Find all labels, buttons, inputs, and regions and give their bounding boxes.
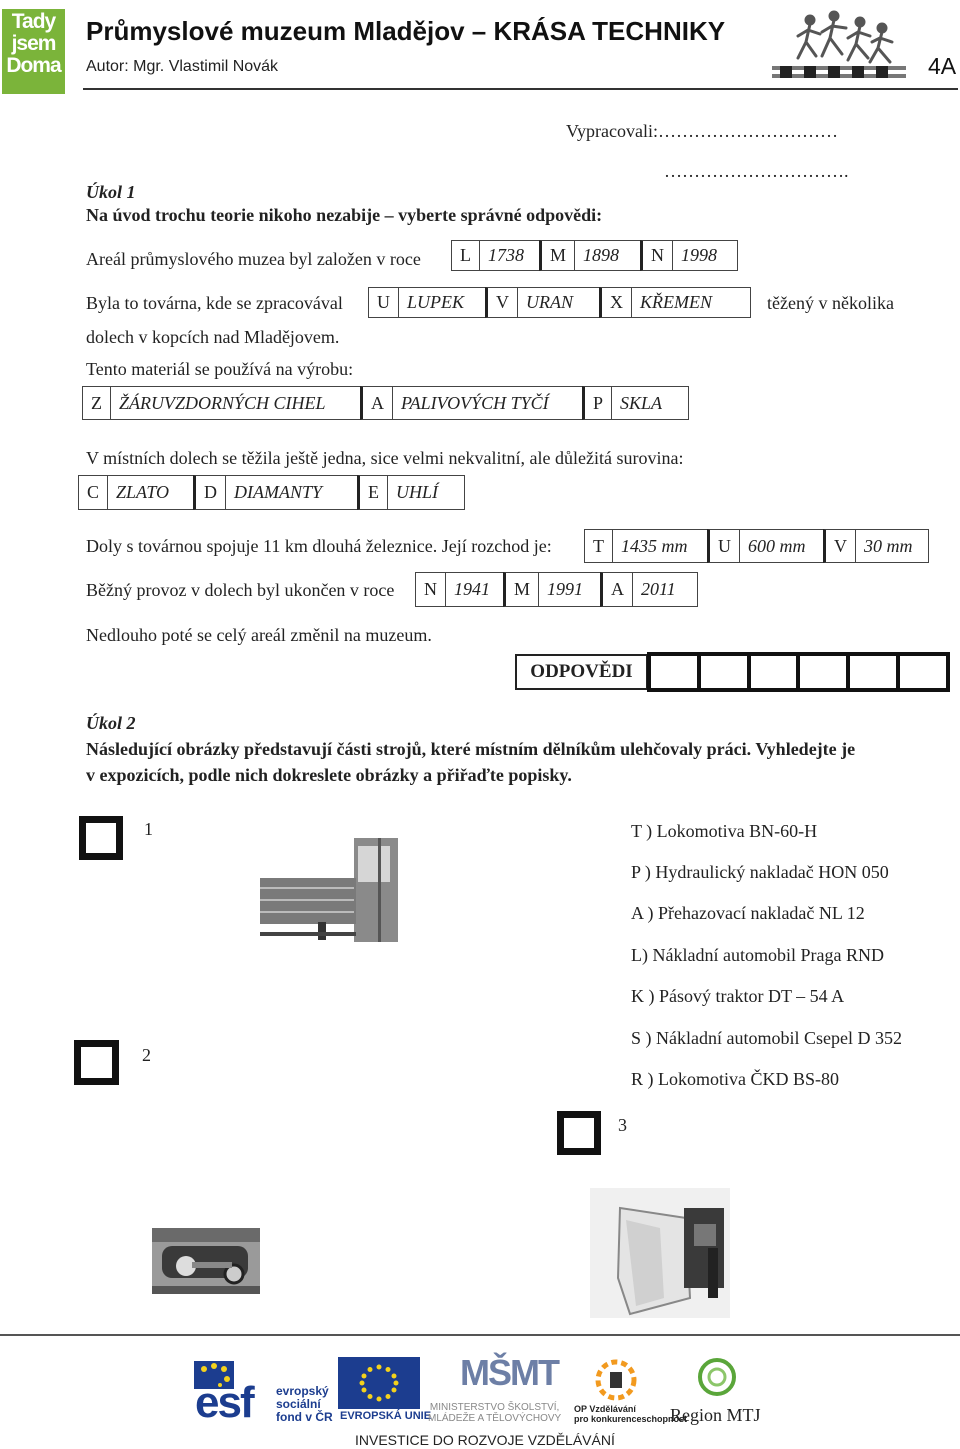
answer-box[interactable] bbox=[900, 656, 946, 688]
q5-options bbox=[584, 529, 929, 563]
task1-intro: Na úvod trochu teorie nikoho nezabije – vyberte správné odpovědi: bbox=[86, 205, 603, 225]
option-letter[interactable]: E bbox=[357, 475, 387, 510]
option-letter[interactable]: P bbox=[582, 386, 611, 420]
question-6: Běžný provoz v dolech byl ukončen v roce bbox=[86, 580, 395, 600]
loader-part-image-icon bbox=[590, 1188, 730, 1318]
option-letter[interactable]: T bbox=[584, 529, 612, 563]
answer-box[interactable] bbox=[751, 656, 797, 688]
question-1: Areál průmyslového muzea byl založen v roce bbox=[86, 249, 421, 269]
option-letter[interactable]: D bbox=[193, 475, 225, 510]
item1-number: 1 bbox=[144, 819, 153, 839]
question-3: Tento materiál se používá na výrobu: bbox=[86, 359, 354, 379]
option-letter[interactable]: A bbox=[360, 386, 392, 420]
option-answer[interactable]: DIAMANTY bbox=[225, 475, 357, 510]
item2-checkbox[interactable] bbox=[74, 1040, 119, 1085]
question-2-cont: těžený v několika bbox=[767, 293, 894, 313]
author: Autor: Mgr. Vlastimil Novák bbox=[86, 58, 279, 75]
option-letter[interactable]: M bbox=[539, 240, 574, 271]
option-letter[interactable]: L bbox=[451, 240, 479, 271]
label-option: S ) Nákladní automobil Csepel D 352 bbox=[631, 1028, 902, 1048]
item3-checkbox[interactable] bbox=[557, 1111, 601, 1155]
header-divider bbox=[83, 88, 958, 90]
task2-intro-line1: Následující obrázky představují části strojů, které místním dělníkům ulehčovaly práci. Vyhledejte je bbox=[86, 739, 856, 759]
locomotive-part-image-icon bbox=[152, 1228, 260, 1294]
option-letter[interactable]: A bbox=[600, 572, 632, 607]
sheet-id: 4A bbox=[928, 53, 957, 79]
esf-logo: esf bbox=[195, 1378, 253, 1427]
esf-text-line: fond v ČR bbox=[276, 1410, 333, 1424]
answer-boxes bbox=[647, 652, 950, 692]
option-letter[interactable]: U bbox=[707, 529, 739, 563]
label-option: R ) Lokomotiva ČKD BS-80 bbox=[631, 1069, 840, 1089]
item1-checkbox[interactable] bbox=[79, 816, 123, 860]
logo-line: jsem bbox=[11, 32, 56, 55]
option-letter[interactable]: N bbox=[640, 240, 672, 271]
msmt-text-line: MINISTERSTVO ŠKOLSTVÍ, bbox=[429, 1402, 560, 1413]
q1-options bbox=[451, 240, 738, 271]
option-answer[interactable]: 600 mm bbox=[739, 529, 823, 563]
option-answer[interactable]: LUPEK bbox=[398, 287, 485, 318]
option-letter[interactable]: V bbox=[485, 287, 517, 318]
footer-divider bbox=[0, 1334, 960, 1336]
q2-options bbox=[368, 287, 751, 318]
option-answer[interactable]: 1738 bbox=[479, 240, 539, 271]
question-2: Byla to továrna, kde se zpracovával bbox=[86, 293, 343, 313]
eu-flag-icon bbox=[338, 1357, 420, 1409]
label-option: P ) Hydraulický nakladač HON 050 bbox=[631, 862, 889, 882]
q6-options bbox=[415, 572, 698, 607]
vypracovali-dots: …………………………. bbox=[664, 161, 849, 181]
esf-text-line: sociální bbox=[276, 1397, 321, 1411]
task1-heading: Úkol 1 bbox=[86, 182, 136, 202]
msmt-logo: MŠMT bbox=[460, 1352, 558, 1393]
runners-logo-icon bbox=[770, 8, 908, 84]
option-letter[interactable]: C bbox=[78, 475, 107, 510]
label-option: T ) Lokomotiva BN-60-H bbox=[631, 821, 818, 841]
item3-number: 3 bbox=[618, 1115, 627, 1135]
option-answer[interactable]: 1941 bbox=[445, 572, 503, 607]
q4-options bbox=[78, 475, 465, 510]
msmt-text-line: MLÁDEŽE A TĚLOVÝCHOVY bbox=[428, 1413, 562, 1424]
question-2-end: dolech v kopcích nad Mladějovem. bbox=[86, 327, 340, 347]
op-text-line: pro konkurenceschopnost bbox=[574, 1414, 688, 1424]
esf-text-line: evropský bbox=[276, 1384, 329, 1398]
option-letter[interactable]: X bbox=[599, 287, 631, 318]
answer-box[interactable] bbox=[800, 656, 846, 688]
option-answer[interactable]: SKLA bbox=[611, 386, 689, 420]
option-answer[interactable]: ZLATO bbox=[107, 475, 193, 510]
option-letter[interactable]: U bbox=[368, 287, 398, 318]
msmt-text bbox=[428, 1402, 561, 1424]
option-answer[interactable]: ŽÁRUVZDORNÝCH CIHEL bbox=[110, 386, 360, 420]
tady-jsem-doma-logo bbox=[2, 9, 65, 94]
logo-line: Tady bbox=[11, 10, 56, 33]
label-option: L) Nákladní automobil Praga RND bbox=[631, 945, 884, 965]
option-answer[interactable]: 2011 bbox=[632, 572, 698, 607]
question-5: Doly s továrnou spojuje 11 km dlouhá železnice. Její rozchod je: bbox=[86, 536, 552, 556]
invest-slogan: INVESTICE DO ROZVOJE VZDĚLÁVÁNÍ bbox=[355, 1432, 615, 1448]
vypracovali-label: Vypracovali:………………………… bbox=[566, 121, 838, 141]
option-letter[interactable]: Z bbox=[82, 386, 110, 420]
option-answer[interactable]: UHLÍ bbox=[387, 475, 465, 510]
item2-number: 2 bbox=[142, 1045, 151, 1065]
q3-options bbox=[82, 386, 689, 420]
answers-label: ODPOVĚDI bbox=[515, 654, 648, 690]
option-letter[interactable]: N bbox=[415, 572, 445, 607]
region-logo-icon bbox=[696, 1356, 738, 1398]
option-answer[interactable]: 1898 bbox=[574, 240, 640, 271]
task2-heading: Úkol 2 bbox=[86, 713, 136, 733]
question-4: V místních dolech se těžila ještě jedna, sice velmi nekvalitní, ale důležitá surovina: bbox=[86, 448, 684, 468]
op-logo-icon bbox=[592, 1356, 640, 1404]
option-answer[interactable]: URAN bbox=[517, 287, 599, 318]
answer-box[interactable] bbox=[850, 656, 896, 688]
option-answer[interactable]: 1435 mm bbox=[612, 529, 707, 563]
option-answer[interactable]: KŘEMEN bbox=[631, 287, 751, 318]
answer-box[interactable] bbox=[651, 656, 697, 688]
option-answer[interactable]: PALIVOVÝCH TYČÍ bbox=[392, 386, 582, 420]
label-option: A ) Přehazovací nakladač NL 12 bbox=[631, 903, 865, 923]
region-label: Region MTJ bbox=[670, 1405, 761, 1425]
option-answer[interactable]: 1991 bbox=[538, 572, 600, 607]
option-letter[interactable]: M bbox=[503, 572, 538, 607]
page-title: Průmyslové muzeum Mladějov – KRÁSA TECHNIKY bbox=[86, 16, 726, 46]
logo-line: Doma bbox=[6, 54, 61, 77]
answer-box[interactable] bbox=[701, 656, 747, 688]
option-answer[interactable]: 30 mm bbox=[855, 529, 929, 563]
esf-text bbox=[276, 1385, 333, 1424]
task2-intro-line2: v expozicích, podle nich dokreslete obrázky a přiřaďte popisky. bbox=[86, 765, 572, 785]
label-option: K ) Pásový traktor DT – 54 A bbox=[631, 986, 845, 1006]
option-letter[interactable]: V bbox=[823, 529, 855, 563]
option-answer[interactable]: 1998 bbox=[672, 240, 738, 271]
op-text-line: OP Vzdělávání bbox=[574, 1404, 636, 1414]
truck-part-image-icon bbox=[258, 836, 400, 944]
closing-sentence: Nedlouho poté se celý areál změnil na muzeum. bbox=[86, 625, 432, 645]
eu-label: EVROPSKÁ UNIE bbox=[340, 1410, 432, 1422]
